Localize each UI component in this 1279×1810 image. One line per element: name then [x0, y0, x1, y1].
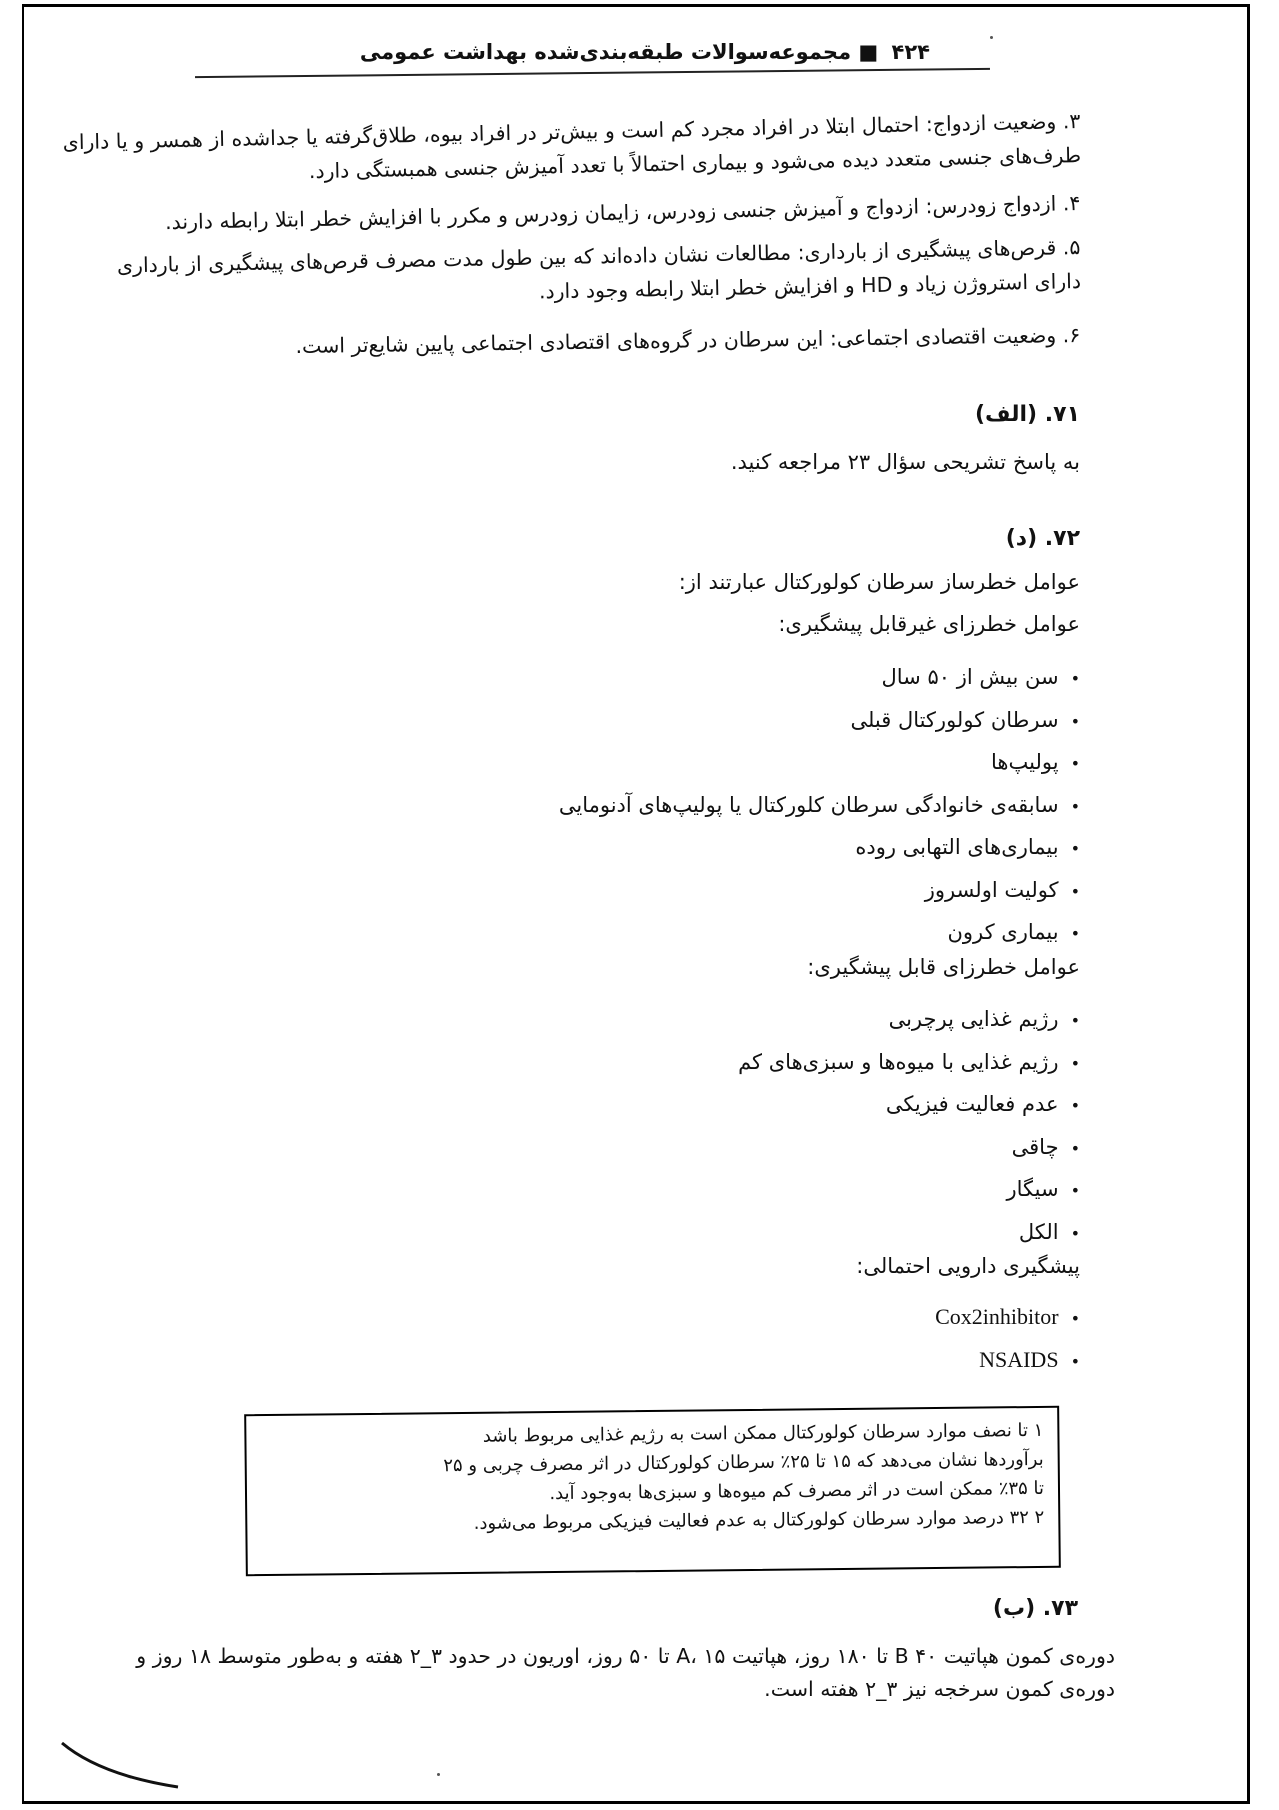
text-line: ۳. وضعیت ازدواج: احتمال ابتلا در افراد مجرد کم است و بیش‌تر در افراد بیوه، طلاق‌گرفته یا جداشده از همسر و یا دارای	[62, 108, 1081, 155]
text-line: طرف‌های جنسی متعدد دیده می‌شود و بیماری احتمالاً با تعدد آمیزش جنسی همبستگی دارد.	[308, 142, 1082, 184]
book-title: مجموعه‌سوالات طبقه‌بندی‌شده بهداشت عمومی	[359, 40, 852, 64]
bullet-icon: •	[1070, 1309, 1080, 1328]
running-header	[360, 40, 930, 64]
list-item: •بیماری‌های التهابی روده	[559, 826, 1080, 869]
scan-speck	[437, 1773, 440, 1776]
non-preventable-heading: عوامل خطرزای غیرقابل پیشگیری:	[778, 612, 1080, 636]
list-item: •چاقی	[738, 1126, 1080, 1169]
non-preventable-list	[559, 656, 1080, 954]
text-line: دارای استروژن زیاد و HD و افزایش خطر ابتلا رابطه وجود دارد.	[538, 268, 1082, 304]
document-page	[40, 0, 1160, 1810]
list-item: •سرطان کولورکتال قبلی	[559, 699, 1080, 742]
bullet-icon: •	[1070, 711, 1080, 731]
question-72-intro: عوامل خطرساز سرطان کولورکتال عبارتند از:	[678, 570, 1080, 594]
list-item: •NSAIDS	[935, 1339, 1080, 1382]
page-curl-mark	[60, 1735, 180, 1795]
text-line: ۶. وضعیت اقتصادی اجتماعی: این سرطان در گروه‌های اقتصادی اجتماعی پایین شایع‌تر است.	[295, 322, 1081, 358]
list-item: •بیماری کرون	[559, 911, 1080, 954]
bullet-icon: •	[1070, 924, 1080, 943]
preventable-list	[738, 998, 1080, 1253]
list-item: •سن بیش از ۵۰ سال	[559, 656, 1080, 699]
bullet-icon: •	[1070, 1138, 1080, 1158]
text-line: ۵. قرص‌های پیشگیری از بارداری: مطالعات نشان داده‌اند که بین طول مدت مصرف قرص‌های پیشگیری از بارداری	[116, 234, 1081, 278]
list-item: •پولیپ‌ها	[559, 741, 1080, 784]
footnote-line: ۱ تا نصف موارد سرطان کولورکتال ممکن است به رژیم غذایی مربوط باشد	[482, 1419, 1044, 1447]
bullet-icon: •	[1070, 1181, 1080, 1200]
text-line: ۴. ازدواج زودرس: ازدواج و آمیزش جنسی زودرس، زایمان زودرس و مکرر با افزایش خطر ابتلا رابطه دارند.	[164, 190, 1081, 235]
item-marital-status	[10, 104, 1081, 194]
footnote-line: ۲ ۳۲ درصد موارد سرطان کولورکتال به عدم فعالیت فیزیکی مربوط می‌شود.	[473, 1506, 1045, 1534]
preventable-heading: عوامل خطرزای قابل پیشگیری:	[807, 955, 1080, 979]
text-line: دوره‌ی کمون سرخجه نیز ۳_۲ هفته است.	[764, 1677, 1115, 1701]
question-71-answer: به پاسخ تشریحی سؤال ۲۳ مراجعه کنید.	[730, 450, 1080, 474]
bullet-icon: •	[1070, 669, 1080, 688]
list-item: •الکل	[738, 1211, 1080, 1254]
item-contraceptive-pills	[10, 230, 1081, 319]
text-line: دوره‌ی کمون هپاتیت B ۴۰ تا ۱۸۰ روز، هپاتیت A، ۱۵ تا ۵۰ روز، اوریون در حدود ۳_۲ هفته و به‌طور متوسط ۱۸ روز و	[136, 1644, 1115, 1668]
drug-prevention-heading: پیشگیری دارویی احتمالی:	[856, 1254, 1080, 1278]
bullet-icon: •	[1070, 1223, 1080, 1243]
question-73-heading: ۷۳. (ب)	[992, 1596, 1078, 1621]
question-71-heading: ۷۱. (الف)	[975, 402, 1080, 427]
scan-speck	[990, 36, 993, 39]
bullet-icon: •	[1070, 1011, 1080, 1030]
list-item: •سابقه‌ی خانوادگی سرطان کلورکتال یا پولیپ‌های آدنومایی	[559, 784, 1080, 827]
list-item: •رژیم غذایی پرچربی	[738, 998, 1080, 1041]
header-rule	[195, 68, 990, 78]
question-73-answer	[0, 1640, 1115, 1706]
bullet-icon: •	[1070, 1096, 1080, 1115]
bullet-icon: •	[1070, 839, 1080, 858]
bullet-icon: •	[1070, 1053, 1080, 1073]
question-72-heading: ۷۲. (د)	[1005, 526, 1080, 551]
drug-prevention-list	[935, 1296, 1080, 1381]
item-socioeconomic	[10, 318, 1080, 367]
list-item: •سیگار	[738, 1168, 1080, 1211]
list-item: •Cox2inhibitor	[935, 1296, 1080, 1339]
bullet-icon: •	[1070, 754, 1080, 773]
header-separator: ■	[858, 40, 879, 64]
bullet-icon: •	[1070, 881, 1080, 901]
footnote-box	[244, 1406, 1061, 1577]
footnote-line: برآوردها نشان می‌دهد که ۱۵ تا ۲۵٪ سرطان کولورکتال در اثر مصرف چربی و ۲۵	[443, 1448, 1044, 1477]
list-item: •کولیت اولسروز	[559, 869, 1080, 912]
list-item: •رژیم غذایی با میوه‌ها و سبزی‌های کم	[738, 1041, 1080, 1084]
list-item: •عدم فعالیت فیزیکی	[738, 1083, 1080, 1126]
bullet-icon: •	[1070, 1351, 1080, 1371]
footnote-line: تا ۳۵٪ ممکن است در اثر مصرف کم میوه‌ها و سبزی‌ها به‌وجود آید.	[549, 1477, 1045, 1505]
bullet-icon: •	[1070, 796, 1080, 816]
page-number: ۴۲۴	[891, 40, 930, 64]
